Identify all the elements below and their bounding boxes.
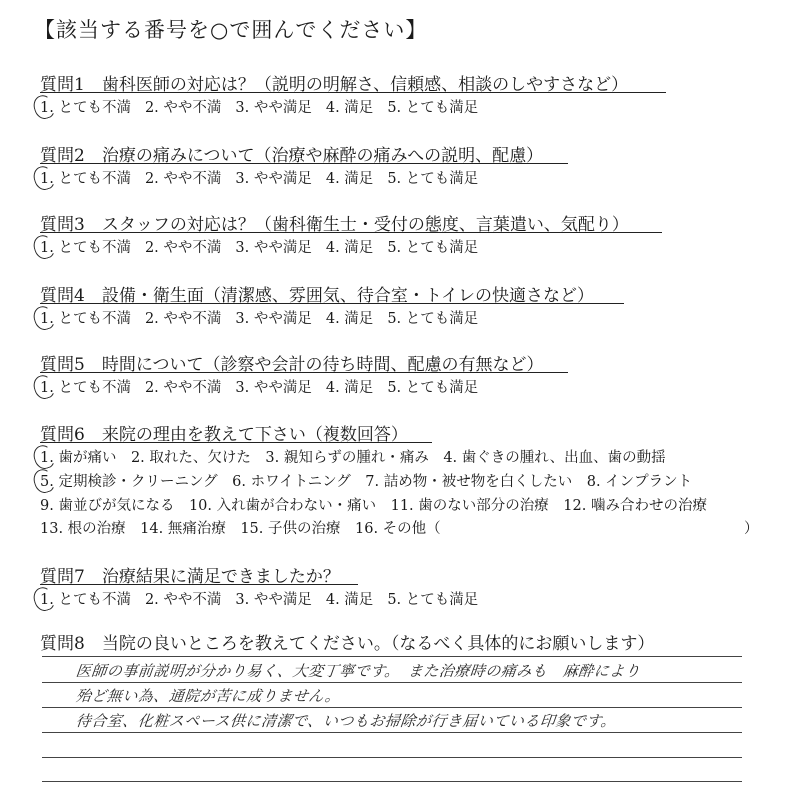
question-8-title: 質問8 当院の良いところを教えてください。（なるべく具体的にお願いします） xyxy=(40,634,655,654)
question-2-underline xyxy=(40,163,568,164)
option-1[interactable]: 1. とても不満 xyxy=(40,311,131,327)
option-2[interactable]: 2. やや不満 xyxy=(144,100,222,116)
other-close-paren: ） xyxy=(744,521,759,537)
option-1[interactable]: 1. とても不満 xyxy=(40,100,131,116)
writing-line xyxy=(42,732,742,733)
option-1[interactable]: 1. とても不満 xyxy=(40,380,131,396)
question-6-title: 質問6 来院の理由を教えて下さい（複数回答） xyxy=(40,425,408,445)
reason-line-3[interactable]: 9. 歯並びが気になる 10. 入れ歯が合わない・痛い 11. 歯のない部分の治療 12. 噛み合わせの治療 xyxy=(40,498,707,514)
writing-line xyxy=(42,682,742,683)
question-1-underline xyxy=(40,92,666,93)
option-5[interactable]: 5. とても満足 xyxy=(387,100,479,116)
page-title: 【該当する番号を○で囲んでください】 xyxy=(34,18,428,42)
question-6-underline xyxy=(40,442,432,443)
option-1[interactable]: 1. とても不満 xyxy=(40,171,131,187)
question-4-underline xyxy=(40,303,624,304)
option-5[interactable]: 5. とても満足 xyxy=(387,380,479,396)
question-5-underline xyxy=(40,372,568,373)
question-5-options xyxy=(40,376,492,397)
question-3-title: 質問3 スタッフの対応は？（歯科衛生士・受付の態度、言葉遣い、気配り） xyxy=(40,215,629,235)
option-4[interactable]: 4. 満足 xyxy=(325,171,374,187)
question-2-title: 質問2 治療の痛みについて（治療や麻酔の痛みへの説明、配慮） xyxy=(40,146,544,166)
option-3[interactable]: 3. やや満足 xyxy=(235,311,312,327)
handwritten-answer-line-3: 待合室、化粧スペース供に清潔で、いつもお掃除が行き届いている印象です。 xyxy=(75,712,618,730)
reason-line-4[interactable]: 13. 根の治療 14. 無痛治療 15. 子供の治療 16. その他（ xyxy=(40,521,441,537)
question-1-options xyxy=(40,96,492,117)
option-5[interactable]: 5. とても満足 xyxy=(387,311,479,327)
question-5-title: 質問5 時間について（診察や会計の待ち時間、配慮の有無など） xyxy=(40,355,544,375)
option-4[interactable]: 4. 満足 xyxy=(325,311,374,327)
writing-line xyxy=(42,781,742,782)
question-7-title: 質問7 治療結果に満足できましたか？ xyxy=(40,567,340,587)
option-2[interactable]: 2. やや不満 xyxy=(144,311,222,327)
option-1[interactable]: 1. とても不満 xyxy=(40,592,131,608)
option-4[interactable]: 4. 満足 xyxy=(325,592,374,608)
option-3[interactable]: 3. やや満足 xyxy=(235,240,312,256)
option-5[interactable]: 5. とても満足 xyxy=(387,592,479,608)
option-4[interactable]: 4. 満足 xyxy=(325,100,374,116)
question-7-options xyxy=(40,588,492,609)
handwritten-answer-line-2: 殆ど無い為、通院が苦に成りません。 xyxy=(75,687,342,705)
option-3[interactable]: 3. やや満足 xyxy=(235,592,312,608)
reason-line-2[interactable]: 5. 定期検診・クリーニング 6. ホワイトニング 7. 詰め物・被せ物を白くしたい 8. インプラント xyxy=(40,474,693,490)
question-4-title: 質問4 設備・衛生面（清潔感、雰囲気、待合室・トイレの快適さなど） xyxy=(40,286,594,306)
question-4-options xyxy=(40,307,492,328)
option-5[interactable]: 5. とても満足 xyxy=(387,240,479,256)
question-7-underline xyxy=(40,584,358,585)
question-3-options xyxy=(40,236,492,257)
question-3-underline xyxy=(40,232,662,233)
option-4[interactable]: 4. 満足 xyxy=(325,380,374,396)
handwritten-answer-line-1: 医師の事前説明が分かり易く、大変丁寧です。 また治療時の痛みも 麻酔により xyxy=(75,662,642,680)
option-2[interactable]: 2. やや不満 xyxy=(144,380,222,396)
option-4[interactable]: 4. 満足 xyxy=(325,240,374,256)
reason-line-1[interactable]: 1. 歯が痛い 2. 取れた、欠けた 3. 親知らずの腫れ・痛み 4. 歯ぐきの腫れ、出血、歯の動揺 xyxy=(40,450,666,466)
option-5[interactable]: 5. とても満足 xyxy=(387,171,479,187)
writing-line xyxy=(42,757,742,758)
writing-line xyxy=(42,707,742,708)
option-1[interactable]: 1. とても不満 xyxy=(40,240,131,256)
option-2[interactable]: 2. やや不満 xyxy=(144,592,222,608)
option-2[interactable]: 2. やや不満 xyxy=(144,171,222,187)
option-2[interactable]: 2. やや不満 xyxy=(144,240,222,256)
option-3[interactable]: 3. やや満足 xyxy=(235,380,312,396)
question-2-options xyxy=(40,167,492,188)
question-1-title: 質問1 歯科医師の対応は？（説明の明解さ、信頼感、相談のしやすさなど） xyxy=(40,75,629,95)
option-3[interactable]: 3. やや満足 xyxy=(235,171,312,187)
writing-line xyxy=(42,656,742,657)
option-3[interactable]: 3. やや満足 xyxy=(235,100,312,116)
